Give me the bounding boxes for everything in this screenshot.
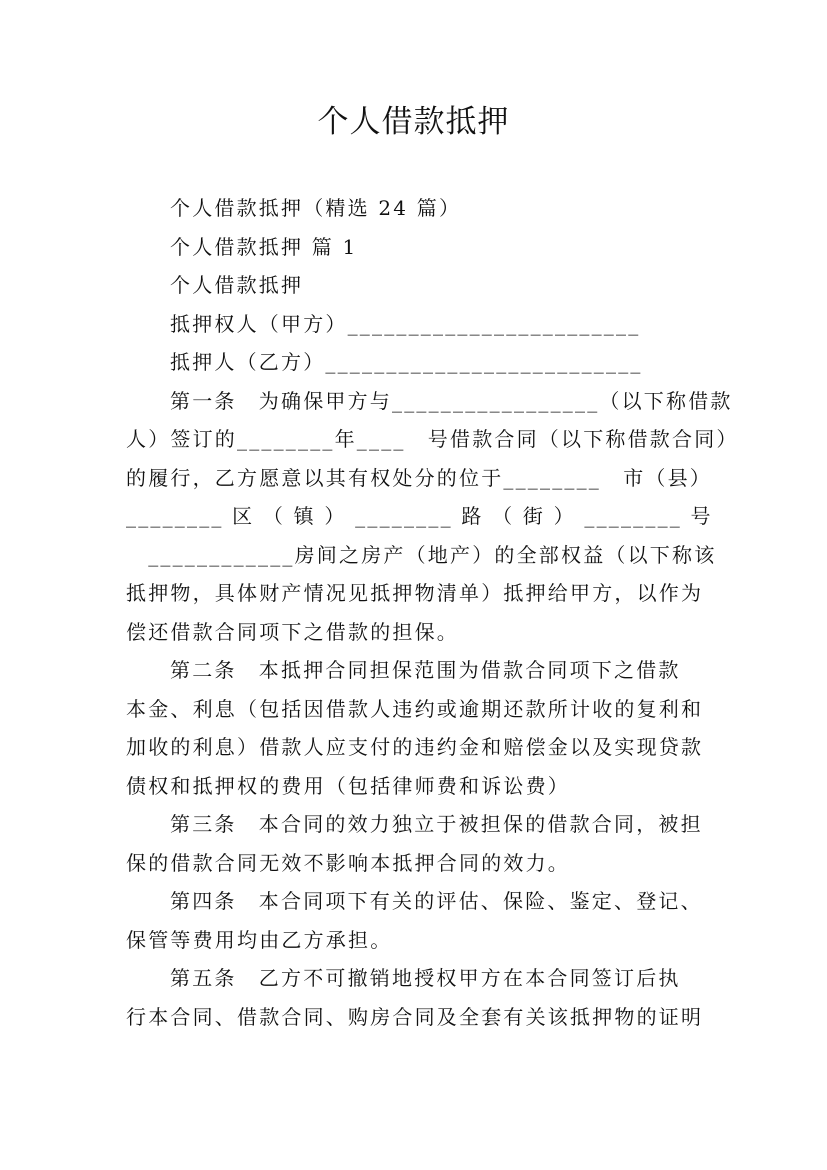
article-1-line: 抵押物，具体财产情况见抵押物清单）抵押给甲方，以作为	[126, 581, 704, 605]
article-1	[126, 382, 739, 652]
article-4	[126, 882, 704, 959]
intro-line-1: 个人借款抵押（精选 24 篇）	[170, 196, 462, 220]
article-1-line: 偿还借款合同项下之借款的担保。	[126, 619, 459, 644]
document-title: 个人借款抵押	[317, 104, 510, 140]
article-5	[126, 959, 704, 1036]
article-5-line: 第五条 乙方不可撤销地授权甲方在本合同签订后执	[170, 966, 681, 990]
article-1-line: 的履行，乙方愿意以其有权处分的位于________ 市（县）	[126, 465, 712, 490]
mortgagee-line: 抵押权人（甲方）________________________	[170, 311, 641, 336]
intro-line-3: 个人借款抵押	[170, 273, 304, 297]
article-3	[126, 805, 704, 882]
article-2	[126, 651, 704, 805]
article-2-line: 本金、利息（包括因借款人违约或逾期还款所计收的复利和	[126, 696, 704, 721]
article-1-line: ________ 区 （ 镇 ） ________ 路 （ 街 ） ________ 号	[126, 504, 713, 528]
document-body	[126, 189, 739, 1036]
article-1-line: 第一条 为确保甲方与_________________（以下称借款	[170, 388, 733, 413]
article-4-line: 保管等费用均由乙方承担。	[126, 927, 393, 952]
article-2-line: 第二条 本抵押合同担保范围为借款合同项下之借款	[170, 658, 681, 682]
article-2-line: 债权和抵押权的费用（包括律师费和诉讼费）	[126, 773, 570, 798]
intro-line-2: 个人借款抵押 篇 1	[170, 234, 358, 259]
article-3-line: 第三条 本合同的效力独立于被担保的借款合同，被担	[170, 812, 703, 836]
article-1-line: 人）签订的________年____ 号借款合同（以下称借款合同）	[126, 427, 739, 451]
article-4-line: 第四条 本合同项下有关的评估、保险、鉴定、登记、	[170, 889, 703, 913]
article-1-line: ____________房间之房产（地产）的全部权益（以下称该	[126, 542, 717, 567]
article-3-line: 保的借款合同无效不影响本抵押合同的效力。	[126, 850, 570, 875]
article-2-line: 加收的利息）借款人应支付的违约金和赔偿金以及实现贷款	[126, 735, 704, 759]
mortgagor-line: 抵押人（乙方）__________________________	[170, 350, 643, 374]
article-5-line: 行本合同、借款合同、购房合同及全套有关该抵押物的证明	[126, 1004, 704, 1029]
